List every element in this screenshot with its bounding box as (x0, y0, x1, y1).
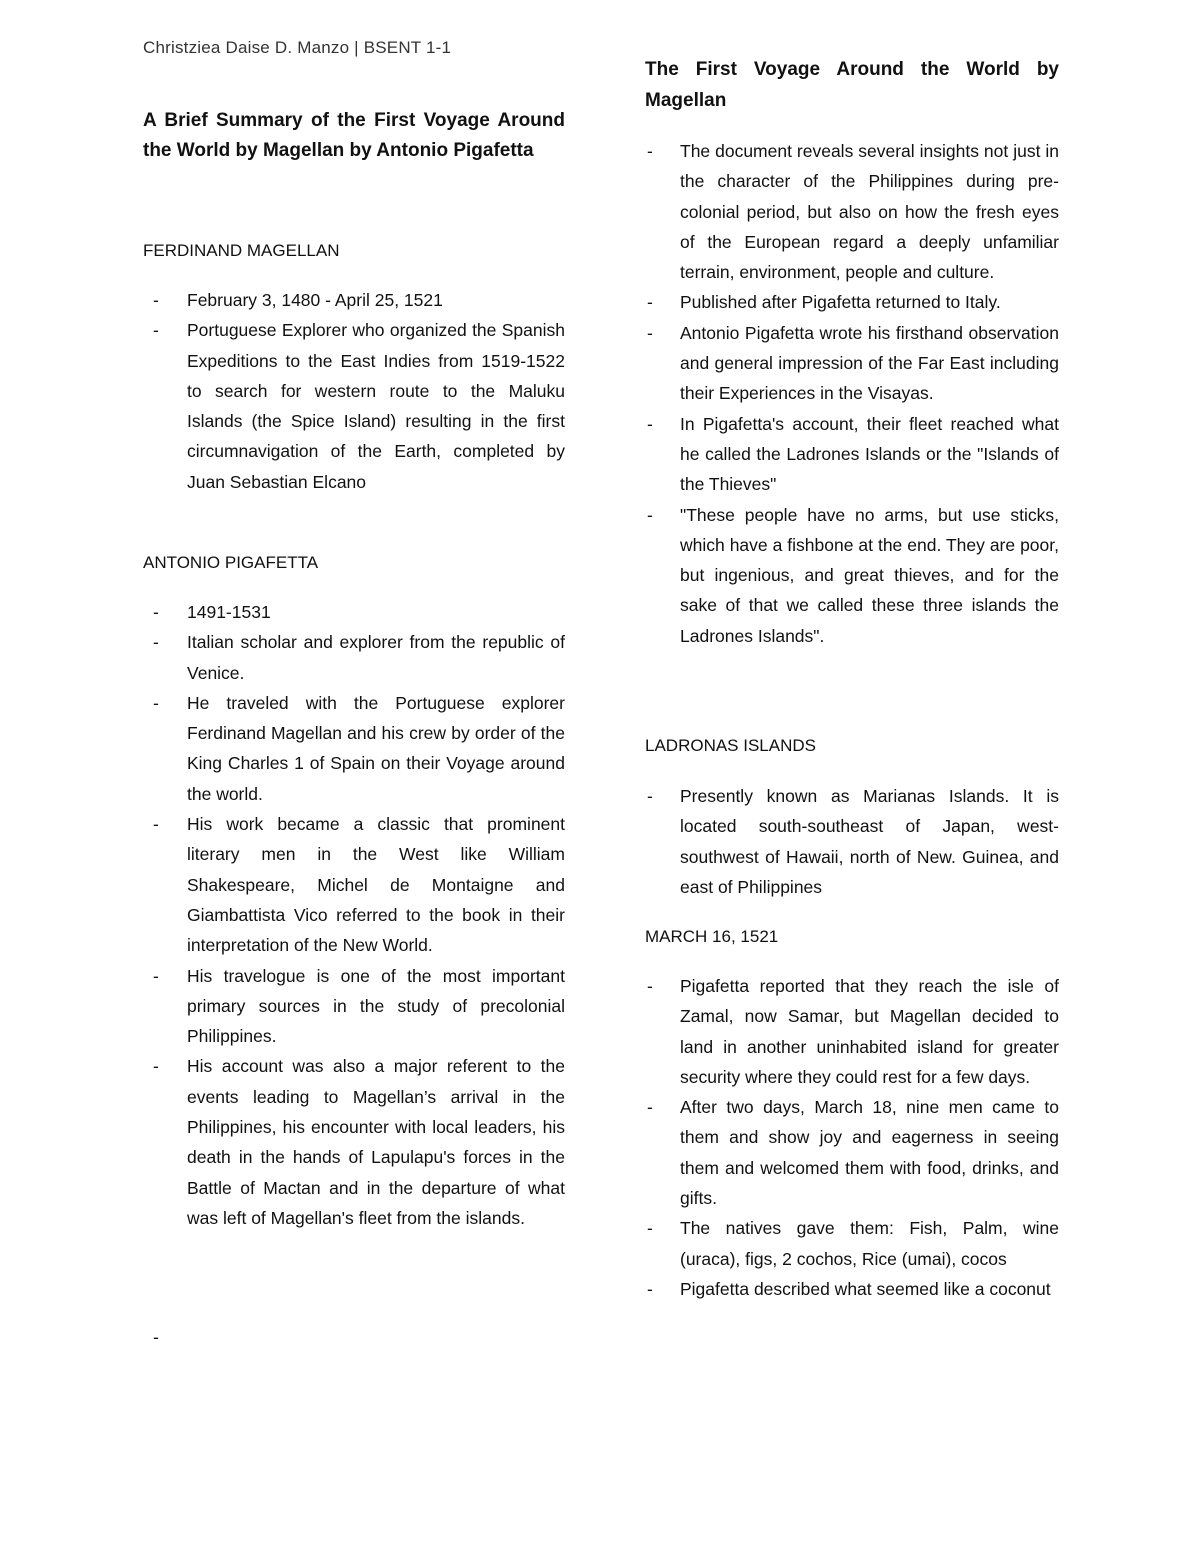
list-item: - In Pigafetta's account, their fleet reached what he called the Ladrones Islands or the "Islands of the Thieves" (645, 409, 1059, 500)
list-item: - "These people have no arms, but use sticks, which have a fishbone at the end. They are poor, but ingenious, and great thieves, and for the sake of that we called these three islands the Ladrones Islands". (645, 500, 1059, 651)
bullet-dash: - (647, 141, 653, 161)
list-item: - Portuguese Explorer who organized the Spanish Expeditions to the East Indies from 1519-1522 to search for western route to the Maluku Islands (the Spice Island) resulting in the first circumnavigation of the Earth, completed by Juan Sebastian Elcano (143, 315, 565, 497)
bullet-dash: - (153, 814, 159, 835)
march-list (645, 971, 1059, 1304)
bullet-dash: - (153, 1056, 159, 1077)
list-item: - His account was also a major referent to the events leading to Magellan’s arrival in the Philippines, his encounter with local leaders, his death in the hands of Lapulapu's forces in the Battle of Mactan and in the departure of what was left of Magellan's fleet from the islands. (143, 1051, 565, 1233)
bullet-dash: - (153, 632, 159, 653)
list-item: - Antonio Pigafetta wrote his firsthand observation and general impression of the Far East including their Experiences in the Visayas. (645, 318, 1059, 409)
list-item: - 1491-1531 (143, 597, 565, 627)
bullet-dash: - (153, 290, 159, 310)
document-title: A Brief Summary of the First Voyage Around the World by Magellan by Antonio Pigafetta (143, 110, 565, 161)
bullet-dash: - (647, 322, 653, 343)
pigafetta-list (143, 597, 565, 1233)
intro-list (645, 136, 1059, 651)
bullet-dash: - (647, 976, 653, 996)
bullet-dash: - (647, 786, 653, 806)
section-title: The First Voyage Around the World by Magellan (645, 59, 1059, 111)
bullet-dash: - (153, 692, 159, 713)
bullet-dash: - (153, 965, 159, 986)
bullet-dash: - (153, 602, 159, 622)
magellan-list (143, 285, 565, 497)
list-item: - The document reveals several insights not just in the character of the Philippines during pre-colonial period, but also on how the fresh eyes of the European regard a deeply unfamiliar terrain, environment, people and culture. (645, 136, 1059, 287)
bullet-dash: - (647, 504, 653, 525)
list-item: - His work became a classic that prominent literary men in the West like William Shakespeare, Michel de Montaigne and Giambattista Vico referred to the book in their interpretation of the New World. (143, 809, 565, 960)
list-item: - Italian scholar and explorer from the republic of Venice. (143, 627, 565, 688)
list-item: - Pigafetta described what seemed like a coconut (645, 1274, 1059, 1304)
bullet-dash: - (647, 1218, 653, 1239)
bullet-dash: - (647, 1097, 653, 1118)
bullet-dash: - (647, 1278, 653, 1299)
section-heading-ladronas: LADRONAS ISLANDS (645, 736, 816, 755)
list-item: - After two days, March 18, nine men came to them and show joy and eagerness in seeing them and welcomed them with food, drinks, and gifts. (645, 1092, 1059, 1213)
list-item: - Published after Pigafetta returned to Italy. (645, 287, 1059, 317)
ladronas-list (645, 781, 1059, 902)
bullet-dash: - (153, 320, 159, 341)
list-item: - He traveled with the Portuguese explorer Ferdinand Magellan and his crew by order of the King Charles 1 of Spain on their Voyage around the world. (143, 688, 565, 809)
list-item: - February 3, 1480 - April 25, 1521 (143, 285, 565, 315)
list-item: - Presently known as Marianas Islands. It is located south-southeast of Japan, west-southwest of Hawaii, north of New. Guinea, and east of Philippines (645, 781, 1059, 902)
list-item: - His travelogue is one of the most important primary sources in the study of precolonial Philippines. (143, 961, 565, 1052)
author-line: Christziea Daise D. Manzo | BSENT 1-1 (143, 38, 452, 57)
trailing-dash: - (153, 1327, 159, 1347)
section-heading-magellan: FERDINAND MAGELLAN (143, 241, 340, 260)
section-heading-pigafetta: ANTONIO PIGAFETTA (143, 553, 319, 572)
bullet-dash: - (647, 292, 653, 313)
section-heading-march-16: MARCH 16, 1521 (645, 927, 779, 946)
list-item: - The natives gave them: Fish, Palm, wine (uraca), figs, 2 cochos, Rice (umai), cocos (645, 1213, 1059, 1274)
list-item: - Pigafetta reported that they reach the isle of Zamal, now Samar, but Magellan decided to land in another uninhabited island for greater security where they could rest for a few days. (645, 971, 1059, 1092)
bullet-dash: - (647, 413, 653, 434)
